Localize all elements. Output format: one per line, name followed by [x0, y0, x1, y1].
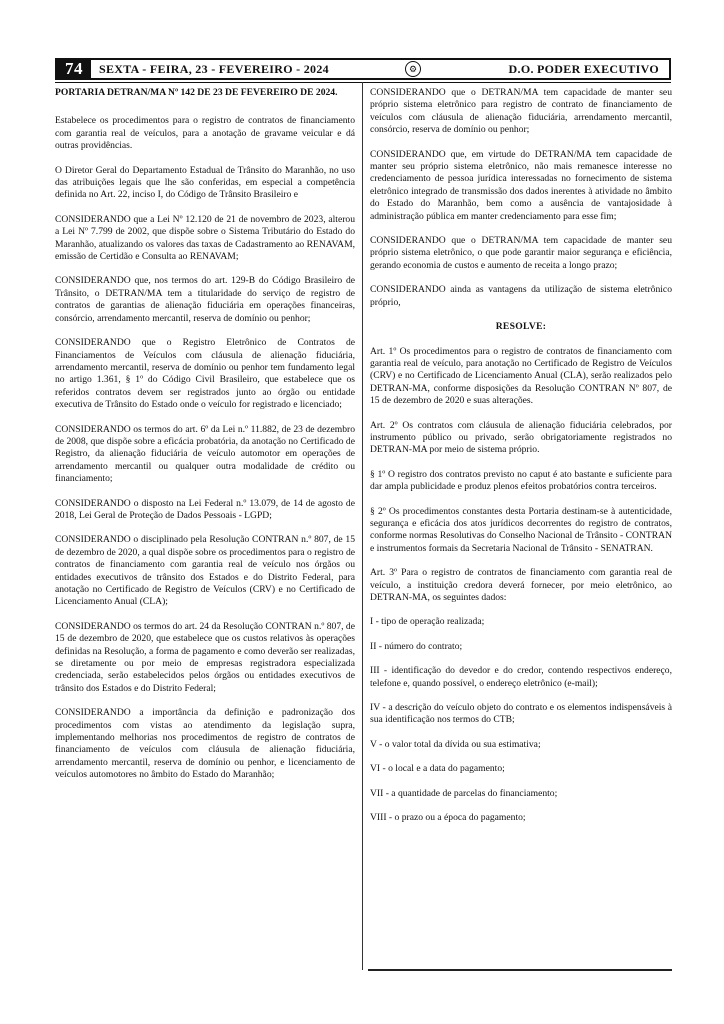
- paragraph: CONSIDERANDO ainda as vantagens da utilização de sistema eletrônico próprio,: [370, 284, 672, 308]
- left-column: [55, 87, 355, 794]
- article-paragraph: § 2º Os procedimentos constantes desta Portaria destinam-se à autenticidade, segurança e eficácia dos atos jurídicos decorrentes do registro de contratos, conforme normas Resolutivas do Conselho Nacional de Trânsito - CONTRAN e instrumentos formais da Secretaria Nacional de Trânsito - SENATRAN.: [370, 505, 672, 554]
- paragraph: O Diretor Geral do Departamento Estadual de Trânsito do Maranhão, no uso das atribuições legais que lhe são conferidas, em especial a competência definida no Art. 22, inciso I, do Código de Trânsito Brasileiro e: [55, 164, 355, 201]
- right-column: [370, 87, 672, 836]
- header-section: D.O. PODER EXECUTIVO: [508, 61, 659, 76]
- paragraph: CONSIDERANDO a importância da definição e padronização dos procedimentos com vistas ao atendimento da legislação supra, implementando melhorias nos procedimentos de registro de contratos de financiamento de veículos com cláusula de alienação fiduciária, arrendamento mercantil, reserva de domínio ou penhor, e licenciamento de veículos automotores no âmbito do Estado do Maranhão;: [55, 707, 355, 781]
- paragraph: CONSIDERANDO o disciplinado pela Resolução CONTRAN n.º 807, de 15 de dezembro de 2020, a qual dispõe sobre os procedimentos para o registro de contratos de financiamento com garantia real de veículo nos órgãos ou entidades executivos de trânsito dos Estados e do Distrito Federal, para anotação no Certificado de Registro de Veículos (CRV) e no Certificado de Licenciamento Anual (CLA);: [55, 534, 355, 608]
- coat-of-arms-icon: ⚙: [405, 61, 421, 77]
- article-paragraph: Art. 2º Os contratos com cláusula de alienação fiduciária celebrados, por instrumento público ou privado, serão obrigatoriamente registrados no DETRAN-MA por meio de sistema próprio.: [370, 419, 672, 456]
- list-item: II - número do contrato;: [370, 640, 463, 652]
- paragraph: Estabelece os procedimentos para o registro de contratos de financiamento com garantia real de veículos, para a anotação de gravame veicular e dá outras providências.: [55, 115, 355, 152]
- list-item: III - identificação do devedor e do credor, contendo respectivos endereço, telefone e, quando possível, o endereço eletrônico (e-mail);: [370, 665, 672, 689]
- paragraph: CONSIDERANDO que o DETRAN/MA tem capacidade de manter seu próprio sistema eletrônico para registro de contrato de financiamento de veículos com cláusula de alienação fiduciária, arrendamento mercantil, consórcio, reserva de domínio ou penhor;: [370, 87, 672, 136]
- header-rule: [55, 82, 671, 83]
- article-paragraph: § 1º O registro dos contratos previsto no caput é ato bastante e suficiente para dar ampla publicidade e produz plenos efeitos probatórios contra terceiros.: [370, 468, 672, 493]
- page-number: 74: [57, 60, 91, 78]
- list-item: VI - o local e a data do pagamento;: [370, 763, 505, 775]
- paragraph: CONSIDERANDO que, nos termos do art. 129-B do Código Brasileiro de Trânsito, o DETRAN/MA tem a titularidade do serviço de registro de contratos de garantias de alienação fiduciária em operações financeiras, consórcio, arrendamento mercantil, reserva de domínio ou penhor;: [55, 275, 355, 324]
- paragraph: CONSIDERANDO que o Registro Eletrônico de Contratos de Financiamentos de Veículos com cláusula de alienação fiduciária, arrendamento mercantil, reserva de domínio ou penhor tem fundamento legal no artigo 1.361, § 1º do Código Civil Brasileiro, que estabelece que os referidos contratos devem ser registrados junto ao órgão ou entidade executiva de Trânsito do Estado onde o veículo for registrado e licenciado;: [55, 337, 355, 411]
- paragraph: CONSIDERANDO que o DETRAN/MA tem capacidade de manter seu próprio sistema eletrônico, o que pode garantir maior segurança e eficiência, gerando economia de custos e aumento de receita a longo prazo;: [370, 235, 672, 271]
- article-paragraph: Art. 3º Para o registro de contratos de financiamento com garantia real de veículo, a instituição credora deverá fornecer, por meio eletrônico, ao DETRAN-MA, os seguintes dados:: [370, 567, 672, 603]
- paragraph: CONSIDERANDO os termos do art. 6º da Lei n.º 11.882, de 23 de dezembro de 2008, que dispõe sobre a eficácia probatória, da anotação no Certificado de Registro, da alienação fiduciária de veículo automotor em operações de arrendamento mercantil ou qualquer outra modalidade de crédito ou financiamento;: [55, 423, 355, 485]
- list-item: I - tipo de operação realizada;: [370, 616, 485, 628]
- footer-rule: [368, 969, 672, 971]
- page-header: [55, 58, 671, 80]
- paragraph: CONSIDERANDO que, em virtude do DETRAN/MA tem capacidade de manter seu próprio sistema eletrônico, não mais remanesce interesse no credenciamento de pessoa jurídica interessadas no fornecimento de sistema eletrônico integrado de transmissão dos dados inerentes à atividade no âmbito do Estado do Maranhão, bem como a ausência de vantajosidade à administração pública em manter credenciamento para esse fim;: [370, 148, 672, 222]
- portaria-title: PORTARIA DETRAN/MA Nº 142 DE 23 DE FEVEREIRO DE 2024.: [55, 87, 338, 98]
- list-item: VIII - o prazo ou a época do pagamento;: [370, 812, 526, 824]
- article-paragraph: Art. 1º Os procedimentos para o registro de contratos de financiamento com garantia real de veículo, para anotação no Certificado de Registro de Veículos (CRV) e no Certificado de Licenciamento Anual (CLA), serão realizados pelo DETRAN-MA, conforme disposições da Resolução CONTRAN Nº 807, de 15 de dezembro de 2020 e suas alterações.: [370, 345, 672, 407]
- list-item: VII - a quantidade de parcelas do financiamento;: [370, 787, 558, 799]
- paragraph: CONSIDERANDO que a Lei Nº 12.120 de 21 de novembro de 2023, alterou a Lei Nº 7.799 de 2002, que dispõe sobre o Sistema Tributário do Estado do Maranhão, atualizando os valores das taxas de Cadastramento ao RENAVAM, emissão de Certidão e Consulta ao RENAVAM;: [55, 213, 355, 263]
- paragraph: CONSIDERANDO os termos do art. 24 da Resolução CONTRAN n.º 807, de 15 de dezembro de 2020, que estabelece que os custos relativos às operações definidas na Resolução, a forma de pagamento e como deverão ser realizadas, se diretamente ou por meio de empresas registradora especializada credenciada, serão estabelecidos pelos órgãos ou entidades executivos de trânsito dos Estados e do Distrito Federal;: [55, 620, 355, 694]
- resolve-heading: RESOLVE:: [495, 321, 547, 333]
- list-item: V - o valor total da dívida ou sua estimativa;: [370, 738, 541, 750]
- header-date: SEXTA - FEIRA, 23 - FEVEREIRO - 2024: [99, 61, 329, 76]
- list-item: IV - a descrição do veículo objeto do contrato e os elementos indispensáveis à sua identificação nos termos do CTB;: [370, 702, 672, 726]
- paragraph: CONSIDERANDO o disposto na Lei Federal n.º 13.079, de 14 de agosto de 2018, Lei Geral de Proteção de Dados Pessoais - LGPD;: [55, 497, 355, 521]
- column-divider: [362, 82, 363, 970]
